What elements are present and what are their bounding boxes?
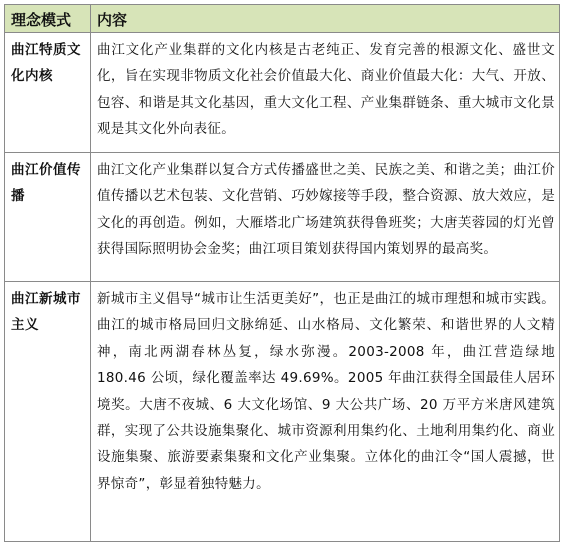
row-content: 新城市主义倡导“城市让生活更美好”，也正是曲江的城市理想和城市实践。曲江的城市格局回归文脉绵延、山水格局、文化繁荣、和谐世界的人文精神，南北两湖春林丛复，绿水弥漫。2003-2008 年，曲江营造绿地 180.46 公顷，绿化覆盖率达 49.69%。2005 年曲江获得全国最佳人居环境奖。大唐不夜城、6 大文化场馆、9 大公共广场、20 万平方米唐风建筑群，实现了公共设施集聚化、城市资源利用集约化、土地利用集约化、商业设施集聚、旅游要素集聚和文化产业集聚。立体化的曲江令“国人震撼，世界惊奇”，彰显着独特魅力。 — [97, 291, 555, 492]
row-label-cell — [5, 282, 91, 542]
header-concept-mode: 理念模式 — [5, 5, 91, 33]
table-row — [5, 33, 560, 153]
row-content-cell — [91, 282, 560, 542]
row-content: 曲江文化产业集群以复合方式传播盛世之美、民族之美、和谐之美；曲江价值传播以艺术包装、文化营销、巧妙嫁接等手段，整合资源、放大效应，是文化的再创造。例如，大雁塔北广场建筑获得鲁班奖；大唐芙蓉园的灯光曾获得国际照明协会金奖；曲江项目策划获得国内策划界的最高奖。 — [97, 162, 555, 258]
row-content-cell — [91, 33, 560, 153]
row-label-cell — [5, 153, 91, 282]
table-header-row — [5, 5, 560, 33]
row-label: 曲江价值传播 — [11, 162, 81, 204]
table-row — [5, 153, 560, 282]
row-label: 曲江新城市主义 — [11, 291, 81, 333]
row-content-cell — [91, 153, 560, 282]
header-content: 内容 — [91, 5, 560, 33]
concept-table — [4, 4, 560, 542]
row-label-cell — [5, 33, 91, 153]
row-content: 曲江文化产业集群的文化内核是古老纯正、发育完善的根源文化、盛世文化，旨在实现非物质文化社会价值最大化、商业价值最大化：大气、开放、包容、和谐是其文化基因，重大文化工程、产业集群链条、重大城市文化景观是其文化外向表征。 — [97, 42, 555, 138]
row-label: 曲江特质文化内核 — [11, 42, 81, 84]
table-row — [5, 282, 560, 542]
